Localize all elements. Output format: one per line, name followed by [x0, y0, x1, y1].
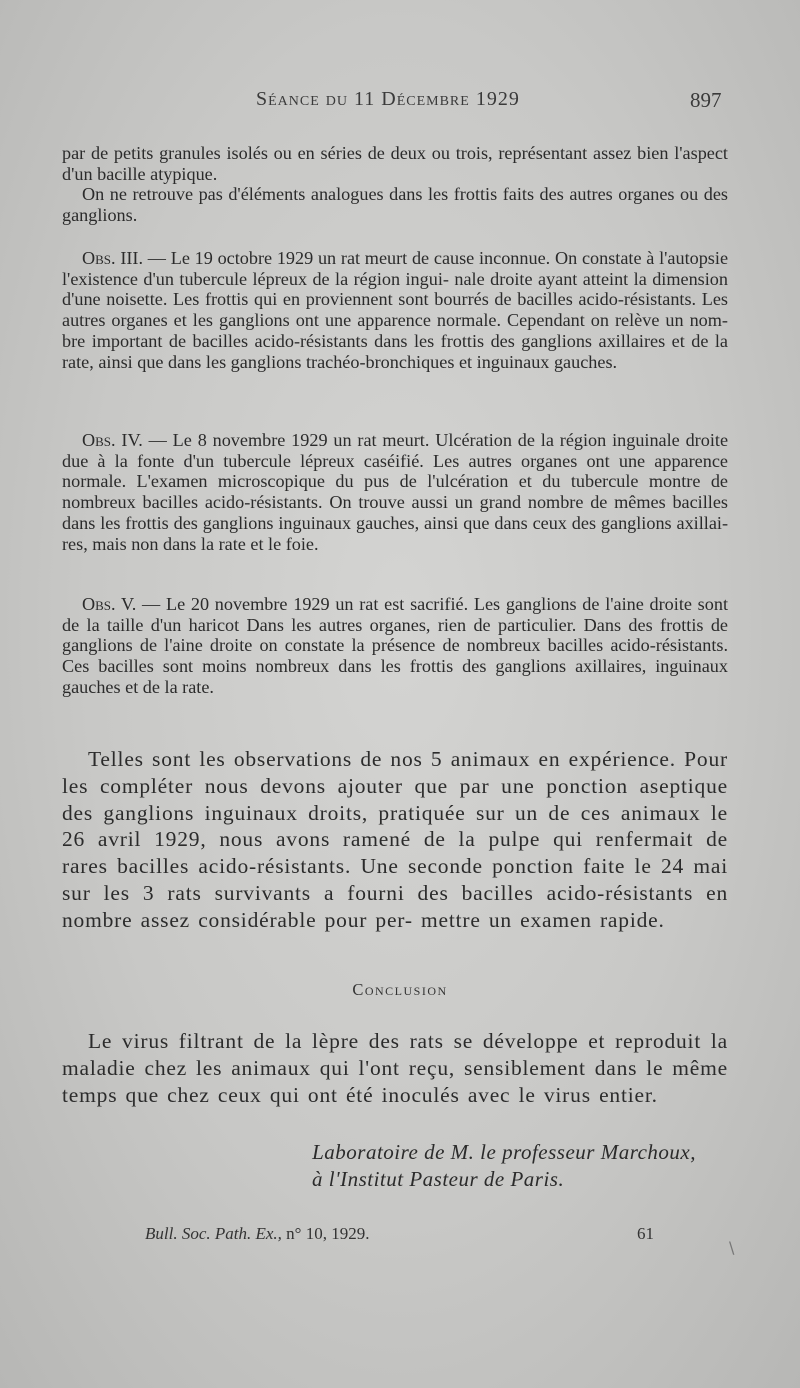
observation-paragraph	[62, 430, 728, 554]
text-line: assez bien l'aspect d'un bacille atypique.	[62, 143, 728, 184]
paragraph-no-elements	[62, 184, 728, 225]
text-line: bre important de bacilles acido-résistants dans les frottis des ganglions	[62, 330, 593, 351]
text-line: l'ulcération et du tubercule montre de nombreux bacilles acido-résistants.	[62, 471, 729, 513]
text-line: et inguinaux gauches.	[458, 351, 618, 372]
observation-3	[62, 248, 728, 372]
issue-info: n° 10, 1929.	[281, 1224, 370, 1243]
text-line: aseptique des ganglions inguinaux droits, pratiquée sur un de	[62, 773, 728, 825]
text-line: entier.	[599, 1082, 658, 1107]
text-line: axillaires et de la rate, ainsi que dans les ganglions trachéo-bronchiques	[62, 330, 728, 372]
text-line: ces animaux le 26 avril 1929, nous avons ramené de la pulpe	[62, 800, 728, 852]
text-line: proviennent sont bourrés de bacilles acido-résistants. Les autres organes	[62, 289, 729, 331]
observation-label: Obs. III.	[82, 248, 144, 268]
text-line: l'aine droite sont de la taille d'un haricot Dans les autres organes, rien de	[62, 594, 728, 635]
text-line: inguinale droite due à la fonte d'un tubercule lépreux caséifié. Les autres	[62, 430, 729, 471]
observation-paragraph	[62, 248, 728, 372]
opening-paragraphs	[62, 143, 728, 226]
text-line: bacilles acido-résistants en nombre assez considérable pour per-	[62, 880, 728, 932]
text-line: nale droite ayant atteint la dimension d'une noisette. Les frottis qui en	[62, 268, 728, 310]
paragraph-continuation	[62, 143, 728, 184]
journal-abbreviation: Bull. Soc. Path. Ex.,	[145, 1224, 282, 1243]
text-line: On ne retrouve pas d'éléments analogues dans les frottis faits des autres	[82, 184, 613, 205]
text-line: Telles sont les observations de nos 5 animaux en expérience.	[88, 747, 676, 771]
text-line: constate à l'autopsie l'existence d'un tubercule lépreux de la région ingui-	[62, 248, 729, 289]
conclusion-text	[62, 1028, 728, 1108]
text-line: organes ou des ganglions.	[62, 184, 729, 226]
observation-label: Obs. V.	[82, 594, 137, 614]
text-line: ponction faite le 24 mai sur les 3 rats survivants a fourni des	[62, 854, 729, 905]
observation-4	[62, 430, 728, 554]
text-line: — Le 20 novembre 1929 un rat est sacrifié. Les ganglions de	[142, 594, 600, 614]
printer-signature-mark: 61	[637, 1224, 654, 1243]
text-line: la maladie chez les animaux qui l'ont reçu, sensiblement dans	[62, 1029, 728, 1080]
page-number: 897	[690, 88, 722, 112]
text-line: mettre un examen rapide.	[420, 907, 665, 932]
text-line: qui renfermait de rares bacilles acido-résistants. Une seconde	[62, 827, 728, 879]
text-line: particulier. Dans des frottis de ganglions de l'aine droite on constate la	[62, 614, 729, 656]
text-line: le même temps que chez ceux qui ont été inoculés avec le virus	[62, 1055, 728, 1107]
text-line: On trouve aussi un grand nombre de mêmes bacilles dans les frottis des	[62, 492, 728, 533]
conclusion-paragraph	[62, 1028, 728, 1108]
running-head: Séance du 11 Décembre 1929	[256, 88, 520, 110]
text-line: Pour les compléter nous devons ajouter que par une ponction	[62, 747, 728, 798]
text-line: et les ganglions ont une apparence normale. Cependant on relève un nom-	[173, 310, 728, 331]
summary-text	[62, 746, 728, 934]
summary-paragraph	[62, 746, 728, 934]
text-line: Le virus filtrant de la lèpre des rats se développe et reproduit	[88, 1029, 702, 1053]
observation-label: Obs. IV.	[82, 430, 143, 450]
text-line: de la rate.	[142, 676, 214, 697]
observation-paragraph	[62, 594, 728, 698]
text-line: présence de nombreux bacilles acido-résistants. Ces bacilles sont moins	[62, 635, 729, 677]
corner-mark: \	[729, 1238, 735, 1257]
signature-laboratory: Laboratoire de M. le professeur Marchoux,	[312, 1140, 696, 1164]
text-line: — Le 8 novembre 1929 un rat meurt. Ulcération de la région	[148, 430, 607, 450]
text-line: nombreux dans les frottis des ganglions axillaires, inguinaux gauches et	[62, 656, 728, 697]
section-heading: Conclusion	[352, 980, 448, 999]
signature-institute: à l'Institut Pasteur de Paris.	[312, 1167, 565, 1191]
text-line: organes ont une apparence normale. L'examen microscopique du pus de	[62, 450, 728, 492]
text-line: res, mais non dans la rate et le foie.	[62, 533, 319, 554]
footer-citation	[145, 1224, 369, 1244]
page-footer	[0, 1224, 800, 1250]
observation-5	[62, 594, 728, 698]
text-line: — Le 19 octobre 1929 un rat meurt de cause inconnue. On	[147, 248, 578, 268]
text-line: par de petits granules isolés ou en séries de deux ou trois, représentant	[62, 143, 588, 163]
text-line: ganglions inguinaux gauches, ainsi que dans ceux des ganglions axillai-	[202, 512, 729, 533]
page-header	[0, 88, 800, 118]
